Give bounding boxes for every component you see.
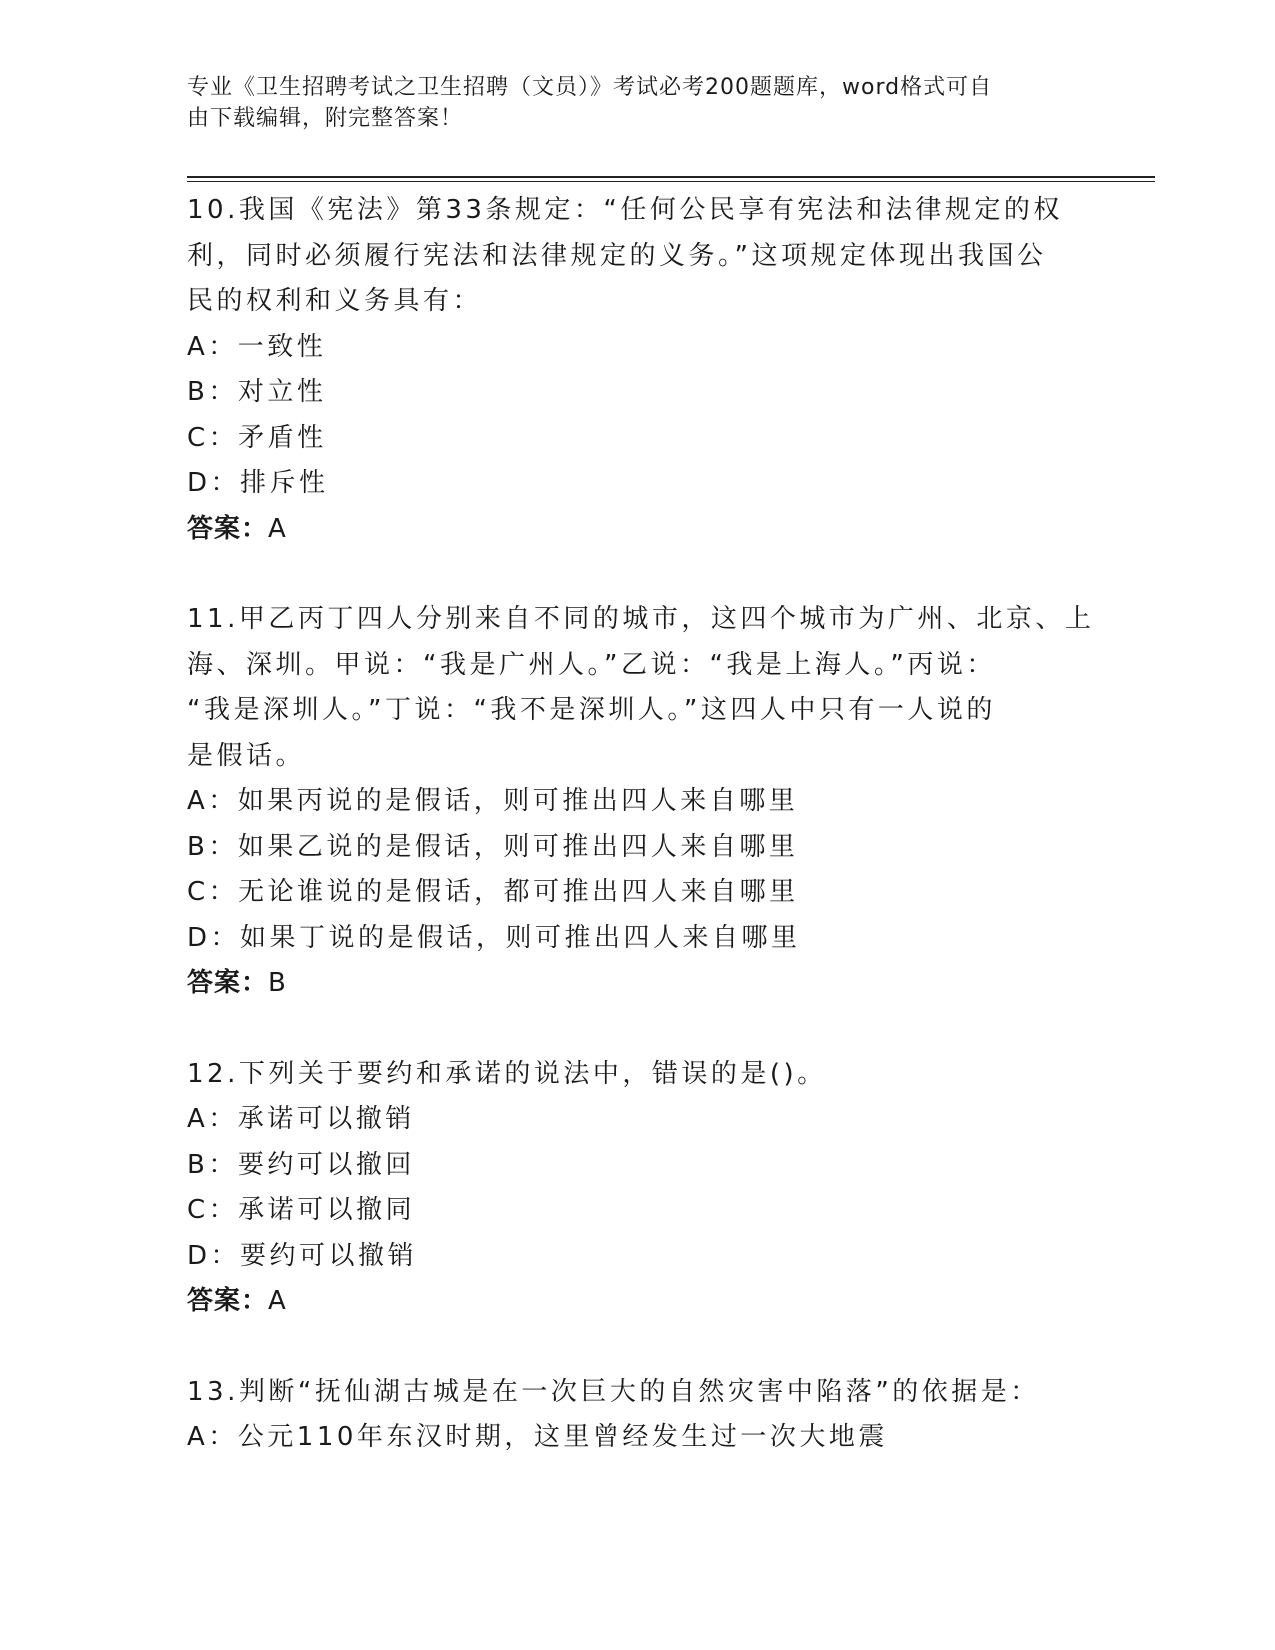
- question-text: 利，同时必须履行宪法和法律规定的义务。”这项规定体现出我国公: [187, 240, 1047, 271]
- option-c: C：承诺可以撤同: [187, 1195, 416, 1225]
- question-text: 11.甲乙丙丁四人分别来自不同的城市，这四个城市为广州、北京、上: [187, 604, 1095, 634]
- option-b: B：如果乙说的是假话，则可推出四人来自哪里: [187, 831, 799, 862]
- document-header: [187, 72, 1067, 134]
- question-block: [187, 1370, 1087, 1461]
- question-text: 13.判断“抚仙湖古城是在一次巨大的自然灾害中陷落”的依据是：: [187, 1376, 1040, 1407]
- header-line: 专业《卫生招聘考试之卫生招聘（文员）》考试必考200题题库，word格式可自: [187, 75, 993, 100]
- question-text: 10.我国《宪法》第33条规定：“任何公民享有宪法和法律规定的权: [187, 195, 1063, 225]
- answer-value: A: [268, 1286, 286, 1316]
- question-text: 民的权利和义务具有：: [187, 286, 483, 316]
- question-text: 12.下列关于要约和承诺的说法中，错误的是()。: [187, 1058, 827, 1089]
- question-block: [187, 188, 1087, 552]
- question-block: [187, 1052, 1087, 1325]
- answer-value: A: [268, 513, 286, 544]
- header-line: 由下载编辑，附完整答案！: [187, 106, 464, 131]
- option-b: B：对立性: [187, 377, 327, 407]
- question-list: [187, 188, 1095, 1506]
- option-a: A：承诺可以撤销: [187, 1104, 415, 1134]
- header-divider: [187, 181, 1155, 182]
- answer-label: 答案：: [187, 968, 269, 998]
- answer-label: 答案：: [187, 1286, 269, 1316]
- option-c: C：无论谁说的是假话，都可推出四人来自哪里: [187, 877, 799, 907]
- option-a: A：一致性: [187, 331, 327, 362]
- question-block: [187, 597, 1095, 1007]
- option-a: A：公元110年东汉时期，这里曾经发生过一次大地震: [187, 1422, 888, 1452]
- option-d: D：要约可以撤销: [187, 1240, 418, 1271]
- question-text: 是假话。: [187, 740, 306, 771]
- answer-line: [187, 507, 1087, 553]
- option-c: C：矛盾性: [187, 422, 327, 453]
- question-text: 海、深圳。甲说：“我是广州人。”乙说：“我是上海人。”丙说：: [187, 649, 996, 680]
- answer-line: [187, 1279, 1087, 1325]
- option-d: D：排斥性: [187, 468, 329, 498]
- answer-line: [187, 961, 1087, 1007]
- answer-label: 答案：: [187, 513, 269, 544]
- option-b: B：要约可以撤回: [187, 1149, 415, 1180]
- option-a: A：如果丙说的是假话，则可推出四人来自哪里: [187, 786, 799, 816]
- answer-value: B: [268, 968, 286, 998]
- question-text: “我是深圳人。”丁说：“我不是深圳人。”这四人中只有一人说的: [187, 695, 996, 725]
- header-divider: [187, 176, 1155, 178]
- option-d: D：如果丁说的是假话，则可推出四人来自哪里: [187, 922, 801, 953]
